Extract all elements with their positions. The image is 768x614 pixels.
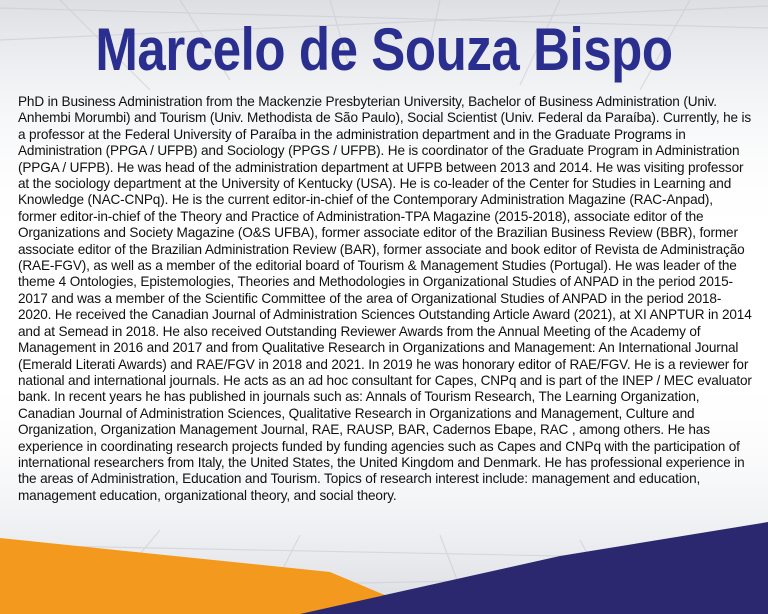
biography-text: PhD in Business Administration from the Mackenzie Presbyterian University, Bachelor of Business Administration (Univ. Anhembi Morumbi) and Tourism (Univ. Methodista de São Paulo), Social Scientist (Univ. Federal da Paraíba). Currently, he is a professor at the Federal University of Paraíba in the administration department and in the Graduate Programs in Administration (PPGA / UFPB) and Sociology (PPGS / UFPB). He is coordinator of the Graduate Program in Administration (PPGA / UFPB). He was head of the administration department at UFPB between 2013 and 2014. He was visiting professor at the sociology department at the University of Kentucky (USA). He is co-leader of the Center for Studies in Learning and Knowledge (NAC-CNPq). He is the current editor-in-chief of the Contemporary Administration Magazine (RAC-Anpad), former editor-in-chief of the Theory and Practice of Administration-TPA Magazine (2015-2018), associate editor of the Organizations and Society Magazine (O&S UFBA), former associate editor of the Brazilian Business Review (BBR), former associate editor of the Brazilian Administration Review (BAR), former associate and book editor of Revista de Administração (RAE-FGV), as well as a member of the editorial board of Tourism & Management Studies (Portugal). He was leader of the theme 4 Ontologies, Epistemologies, Theories and Methodologies in Organizational Studies of ANPAD in the period 2015-2017 and was a member of the Scientific Committee of the area of Organizational Studies of ANPAD in the period 2018-2020. He received the Canadian Journal of Administration Sciences Outstanding Article Award (2021), at XI ANPTUR in 2014 and at Semead in 2018. He also received Outstanding Reviewer Awards from the Annual Meeting of the Academy of Management in 2016 and 2017 and from Qualitative Research in Organizations and Management: An International Journal (Emerald Literati Awards) and RAE/FGV in 2018 and 2021. In 2019 he was honorary editor of RAE/FGV. He is a reviewer for national and international journals. He acts as an ad hoc consultant for Capes, CNPq and is part of the INEP / MEC evaluator bank. In recent years he has published in journals such as: Annals of Tourism Research, The Learning Organization, Canadian Journal of Administration Sciences, Qualitative Research in Organizations and Management, Culture and Organization, Organization Management Journal, RAE, RAUSP, BAR, Cadernos Ebape, RAC , among others. He has experience in coordinating research projects funded by funding agencies such as Capes and CNPq with the participation of international researchers from Italy, the United States, the United Kingdom and Denmark. He has professional experience in the areas of Administration, Education and Tourism. Topics of research interest include: management and education, management education, organizational theory, and social theory. xyxy=(18,94,752,503)
person-name-title: Marcelo de Souza Bispo xyxy=(95,16,673,83)
